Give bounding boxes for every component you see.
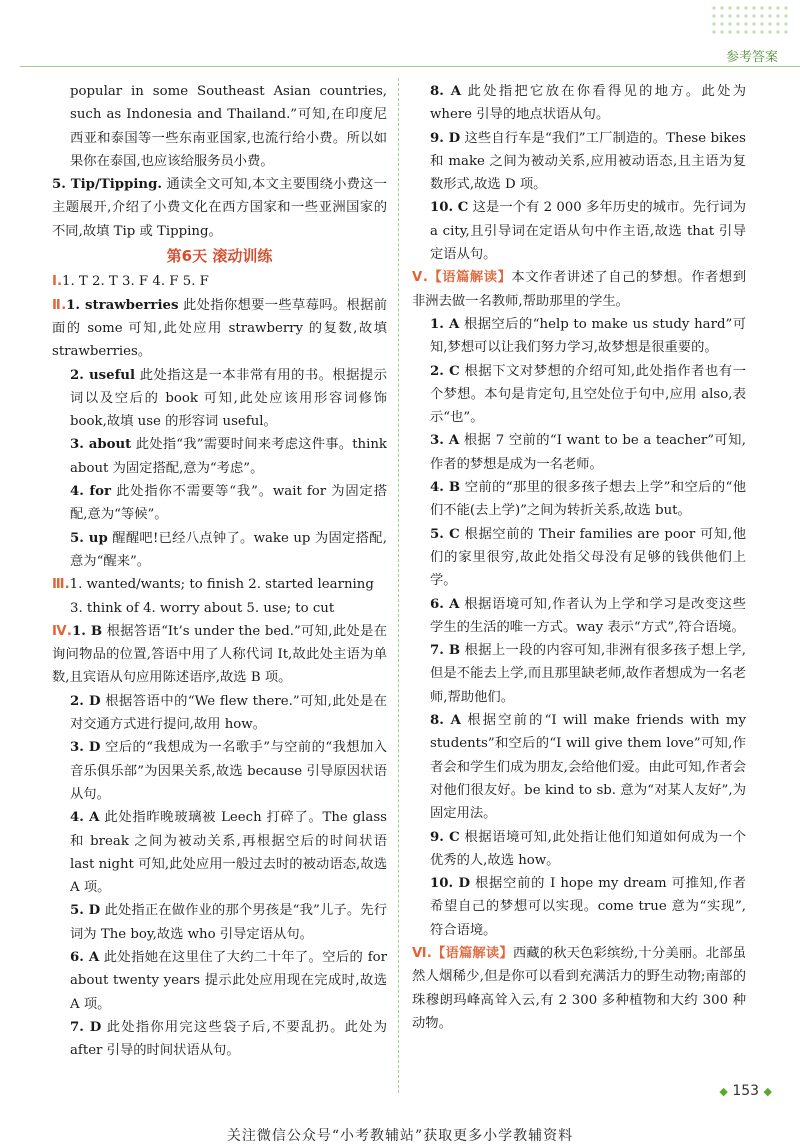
section-roman-numeral: Ⅳ. [52,623,72,639]
answer-paragraph [52,294,387,364]
answer-key: 2. D [70,693,101,709]
answer-key: 1. strawberries [66,297,179,313]
answer-explanation: 此处指你用完这些袋子后,不要乱扔。此处为 after 引导的时间状语从句。 [70,1019,387,1059]
answer-paragraph [412,476,746,523]
answer-key: 8. A [430,84,462,99]
answer-paragraph [412,872,746,942]
left-column [52,80,387,1062]
answer-explanation: 根据答语中的“We flew there.”可知,此处是在对交通方式进行提问,故用 how。 [70,693,387,733]
answer-paragraph [52,597,387,620]
answer-paragraph [52,806,387,899]
answer-explanation: 3. think of 4. worry about 5. use; to cut [70,600,335,616]
answer-key: 4. for [70,484,111,500]
answer-key: 5. C [430,526,460,542]
answer-explanation: 这是一个有 2 000 多年历史的城市。先行词为 a city,且引导词在定语从句中作主语,故选 that 引导定语从句。 [430,200,746,263]
passage-analysis-tag: 【语篇解读】 [431,945,513,961]
section-roman-numeral: Ⅲ. [52,577,70,593]
answer-explanation: 根据 7 空前的“I want to be a teacher”可知,作者的梦想是成为一名老师。 [430,433,746,472]
header-rule [20,66,800,67]
answer-explanation: 1. wanted/wants; to finish 2. started learning [69,577,374,593]
answer-key: 10. C [430,200,469,216]
answer-explanation: 此处指你不需要等“我”。wait for 为固定搭配,意为“等候”。 [70,484,387,523]
section-roman-numeral: Ⅴ. [412,270,428,286]
answer-key: 2. C [430,363,460,379]
answer-key: 9. D [430,130,461,146]
answer-explanation: 通读全文可知,本文主要围绕小费这一主题展开,介绍了小费文化在西方国家和一些亚洲国家的不同,故填 Tip 或 Tipping。 [52,177,388,239]
answer-key: 9. C [430,829,460,845]
answer-key: 5. D [70,903,101,919]
answer-paragraph [412,429,746,476]
answer-paragraph [412,196,746,266]
answer-explanation: 本文作者讲述了自己的梦想。作者想到非洲去做一名教师,帮助那里的学生。 [412,270,747,309]
answer-explanation: 空后的“我想成为一名歌手”与空前的“我想加入音乐俱乐部”为因果关系,故选 because 引导原因状语从句。 [70,740,387,802]
answer-key: 3. D [70,740,101,756]
diamond-icon: ◆ [763,1085,772,1098]
answer-paragraph [412,709,746,825]
answer-paragraph [52,80,387,173]
section-header: 参考答案 [725,50,778,65]
answer-paragraph [52,1016,387,1063]
footer-note: 关注微信公众号“小考教辅站”获取更多小学教辅资料 [226,1128,574,1144]
answer-paragraph [52,270,387,293]
answer-explanation: 此处指这是一本非常有用的书。根据提示词以及空后的 book 可知,此处应该用形容词修饰 book,故填 use 的形容词 useful。 [70,367,387,430]
answer-key: 1. B [71,623,103,639]
passage-analysis-tag: 【语篇解读】 [427,270,512,286]
answer-key: 10. D [430,876,471,892]
answer-explanation: 根据答语“It’s under the bed.”可知,此处是在询问物品的位置,答语中用了人称代词 It,故此处主语为单数,且宾语从句应用陈述语序,故选 B 项。 [52,623,387,686]
column-divider [398,78,399,1093]
answer-paragraph [412,360,746,430]
answer-key: 7. B [430,643,461,659]
answer-paragraph [52,527,387,574]
section-roman-numeral: Ⅰ. [52,274,62,290]
answer-paragraph [412,826,746,873]
decorative-dot-pattern [710,4,790,34]
answer-explanation: 1. T 2. T 3. F 4. F 5. F [62,274,209,290]
answer-explanation: 醒醒吧!已经八点钟了。wake up 为固定搭配,意为“醒来”。 [70,530,387,569]
answer-paragraph [52,173,387,243]
answer-explanation: 根据空后的“help to make us study hard”可知,梦想可以让我们努力学习,故梦想是很重要的。 [430,316,747,356]
answer-explanation: 根据空前的“I will make friends with my students”和空后的“I will give them love”可知,作者会和学生们成为朋友,会给他们爱。由此可知,作者会对他们很友好。be kind to sb. 意为“对某人友好”,为固定用法。 [430,713,747,822]
answer-explanation: 空前的“那里的很多孩子想去上学”和空后的“他们不能(去上学)”之间为转折关系,故选 but。 [430,480,746,519]
answer-paragraph [52,433,387,480]
answer-key: 6. A [430,596,460,612]
answer-paragraph [412,313,746,360]
answer-paragraph [412,639,746,709]
answer-paragraph [52,620,387,690]
answer-explanation: 根据语境可知,此处指让他们知道如何成为一个优秀的人,故选 how。 [430,829,746,868]
answer-paragraph [412,942,746,1035]
answer-explanation: 此处指把它放在你看得见的地方。此处为 where 引导的地点状语从句。 [430,84,747,123]
answer-paragraph [412,266,746,313]
answer-key: 3. A [430,433,460,449]
right-column [412,80,746,1035]
answer-key: 5. Tip/Tipping. [52,177,163,193]
answer-key: 8. A [430,713,461,729]
answer-paragraph [412,523,746,593]
answer-paragraph [52,946,387,1016]
answer-paragraph [52,690,387,737]
answer-key: 2. useful [70,367,136,383]
answer-explanation: 此处指你想要一些草莓吗。根据前面的 some 可知,此处应用 strawberry 的复数,故填 strawberries。 [52,297,387,360]
section-title: 第6天 滚动训练 [166,247,273,266]
answer-key: 6. A [70,949,100,965]
answer-key: 4. B [430,480,461,496]
answer-key: 7. D [70,1019,102,1035]
answer-explanation: 根据语境可知,作者认为上学和学习是改变这些学生的生活的唯一方式。way 表示“方式”,符合语境。 [430,596,747,635]
answer-explanation: popular in some Southeast Asian countries, such as Indonesia and Thailand.”可知,在印度尼西亚和泰国等一些东南亚国家,也流行给小费。所以如果你在泰国,也应该给服务员小费。 [70,84,387,169]
answer-paragraph [52,480,387,527]
answer-explanation: 根据空前的 Their families are poor 可知,他们的家里很穷,故此处指父母没有足够的钱供他们上学。 [430,526,747,589]
answer-explanation: 此处指昨晚玻璃被 Leech 打碎了。The glass 和 break 之间为被动关系,再根据空后的时间状语 last night 可知,此处应用一般过去时的被动语态,故选 A 项。 [70,810,388,896]
section-roman-numeral: Ⅵ. [412,945,432,961]
answer-paragraph [52,736,387,806]
answer-explanation: 此处指正在做作业的那个男孩是“我”儿子。先行词为 The boy,故选 who 引导定语从句。 [70,903,387,942]
answer-paragraph [52,364,387,434]
answer-explanation: 这些自行车是“我们”工厂制造的。These bikes 和 make 之间为被动关系,应用被动语态,且主语为复数形式,故选 D 项。 [430,130,746,193]
answer-key: 5. up [70,530,108,546]
answer-explanation: 根据空前的 I hope my dream 可推知,作者希望自己的梦想可以实现。come true 意为“实现”,符合语境。 [430,876,746,938]
answer-explanation: 此处指她在这里住了大约二十年了。空后的 for about twenty years 提示此处应用现在完成时,故选 A 项。 [70,949,388,1012]
section-roman-numeral: Ⅱ. [52,297,67,313]
answer-key: 4. A [70,810,100,826]
answer-paragraph [412,80,746,127]
answer-explanation: 此处指“我”需要时间来考虑这件事。think about 为固定搭配,意为“考虑”。 [70,437,387,476]
diamond-icon: ◆ [719,1085,728,1098]
answer-explanation: 根据上一段的内容可知,非洲有很多孩子想上学,但是不能去上学,而且那里缺老师,故作者想成为一名老师,帮助他们。 [430,643,747,705]
answer-explanation: 西藏的秋天色彩缤纷,十分美丽。北部虽然人烟稀少,但是你可以看到充满活力的野生动物;南部的珠穆朗玛峰高耸入云,有 2 300 多种植物和大约 300 种动物。 [412,945,747,1031]
answer-key: 1. A [430,316,460,332]
answer-key: 3. about [70,437,132,453]
answer-paragraph [412,593,746,640]
answer-paragraph [52,899,387,946]
page-number-text: 153 [732,1083,760,1099]
page-number [719,1083,772,1099]
answer-paragraph [412,127,746,197]
answer-explanation: 根据下文对梦想的介绍可知,此处指作者也有一个梦想。本句是肯定句,且空处位于句中,应用 also,表示“也”。 [430,363,746,426]
answer-paragraph [52,573,387,596]
